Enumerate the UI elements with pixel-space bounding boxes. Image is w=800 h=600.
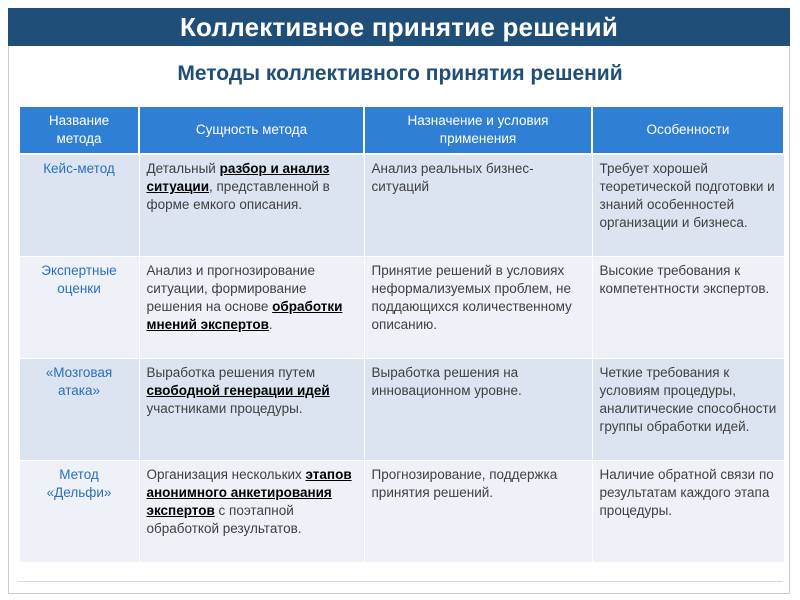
essence-text: , представленной в форме емкого описания. — [146, 179, 330, 212]
table-row — [19, 460, 784, 562]
features-cell: Требует хорошей теоретической подготовки и знаний особенностей организации и бизнеса. — [592, 154, 784, 256]
purpose-cell: Принятие решений в условиях неформализуемых проблем, не поддающихся количественному описанию. — [364, 256, 592, 358]
header-features: Особенности — [592, 106, 784, 154]
essence-text: Анализ и прогнозирование ситуации, формирование решения на основе — [146, 262, 315, 314]
method-name-cell: Метод «Дельфи» — [19, 460, 139, 562]
header-method-essence: Сущность метода — [139, 106, 364, 154]
features-cell: Наличие обратной связи по результатам каждого этапа процедуры. — [592, 460, 784, 562]
essence-cell — [139, 256, 364, 358]
table-row — [19, 256, 784, 358]
slide-title: Коллективное принятие решений — [179, 11, 619, 42]
methods-table — [18, 105, 785, 563]
essence-text: Организация нескольких — [146, 466, 306, 482]
essence-text: Детальный — [146, 161, 220, 176]
bottom-divider — [18, 581, 783, 582]
essence-cell — [139, 154, 364, 256]
title-bar — [8, 8, 790, 46]
essence-text: с поэтапной обработкой результатов. — [146, 502, 302, 536]
essence-text: участниками процедуры. — [146, 400, 303, 416]
method-name-cell: «Мозговая атака» — [19, 358, 139, 460]
table-header-row — [19, 106, 784, 154]
essence-highlight: этапов анонимного анкетирования экспертов — [146, 466, 352, 518]
table-row — [19, 154, 784, 256]
header-purpose: Назначение и условия применения — [364, 106, 592, 154]
features-cell: Высокие требования к компетентности экспертов. — [592, 256, 784, 358]
essence-text: Выработка решения путем — [146, 364, 316, 380]
method-name-cell: Экспертные оценки — [19, 256, 139, 358]
method-name-cell: Кейс-метод — [19, 154, 139, 256]
essence-text: . — [268, 316, 273, 332]
purpose-cell: Анализ реальных бизнес-ситуаций — [364, 154, 592, 256]
essence-highlight: обработки мнений экспертов — [146, 298, 343, 332]
essence-highlight: разбор и анализ ситуации — [146, 161, 330, 194]
header-method-name: Название метода — [19, 106, 139, 154]
slide-subtitle: Методы коллективного принятия решений — [177, 62, 623, 85]
essence-cell — [139, 358, 364, 460]
purpose-cell: Прогнозирование, поддержка принятия решений. — [364, 460, 592, 562]
essence-cell — [139, 460, 364, 562]
purpose-cell: Выработка решения на инновационном уровне. — [364, 358, 592, 460]
table-row — [19, 358, 784, 460]
features-cell: Четкие требования к условиям процедуры, аналитические способности группы обработки идей. — [592, 358, 784, 460]
essence-highlight: свободной генерации идей — [146, 382, 330, 398]
